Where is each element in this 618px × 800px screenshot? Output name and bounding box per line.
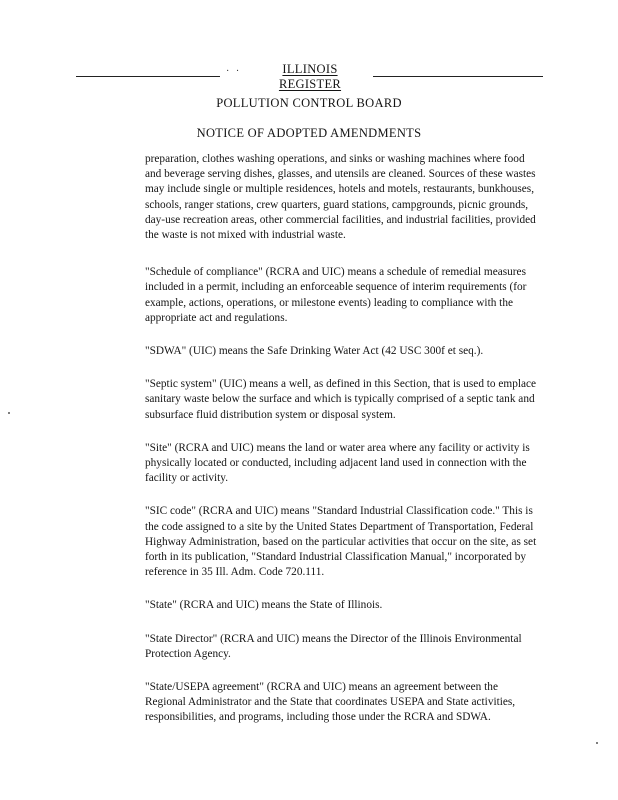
notice-title: NOTICE OF ADOPTED AMENDMENTS [196,126,422,140]
paragraph-site: "Site" (RCRA and UIC) means the land or water area where any facility or activity is physically located or conducted, including adjacent land used in connection with the facility or activity. [145,441,530,485]
paragraph-state: "State" (RCRA and UIC) means the State of Illinois. [145,599,383,612]
scan-speck [596,742,598,744]
paragraph-state-usepa-agreement: "State/USEPA agreement" (RCRA and UIC) means an agreement between the Regional Administrator and the State that coordinates USEPA and State activities, responsibilities, and programs, including those under the RCRA and SDWA. [145,681,516,724]
paragraph-septic-system: "Septic system" (UIC) means a well, as defined in this Section, that is used to emplace sanitary waste below the surface and which is typically comprised of a septic tank and subsurface fluid distribution system or disposal system. [145,378,537,421]
register-title: ILLINOIS REGISTER [278,62,342,91]
scan-speck [8,412,10,414]
header-rule-right [373,76,543,77]
paragraph-state-director: "State Director" (RCRA and UIC) means the Director of the Illinois Environmental Protection Agency. [145,632,522,660]
paragraph-sic-code: "SIC code" (RCRA and UIC) means "Standard Industrial Classification code." This is the code assigned to a site by the United States Department of Transportation, Federal Highway Administration, based on the particular activities that occur on the site, as set forth in its publication, "Standard Industrial Classification Manual," incorporated by reference in 35 Ill. Adm. Code 720.111. [145,505,537,579]
agency-name: POLLUTION CONTROL BOARD [216,96,402,110]
paragraph-greywater-sources: preparation, clothes washing operations, and sinks or washing machines where food and beverage serving dishes, glasses, and utensils are cleaned. Sources of these wastes may include single or multiple residences, hotels and motels, restaurants, bunkhouses, schools, ranger stations, crew quarters, guard stations, campgrounds, picnic grounds, day-use recreation areas, other commercial facilities, and industrial facilities, provided the waste is not mixed with industrial waste. [145,153,536,242]
paragraph-sdwa: "SDWA" (UIC) means the Safe Drinking Water Act (42 USC 300f et seq.). [145,345,484,358]
paragraph-schedule-of-compliance: "Schedule of compliance" (RCRA and UIC) means a schedule of remedial measures included in a permit, including an enforceable sequence of interim requirements (for example, actions, operations, or milestone events) leading to compliance with the appropriate act and regulations. [145,266,527,324]
header-rule-left [76,76,220,77]
body-text [145,152,540,726]
header-dots: · · [226,66,242,77]
